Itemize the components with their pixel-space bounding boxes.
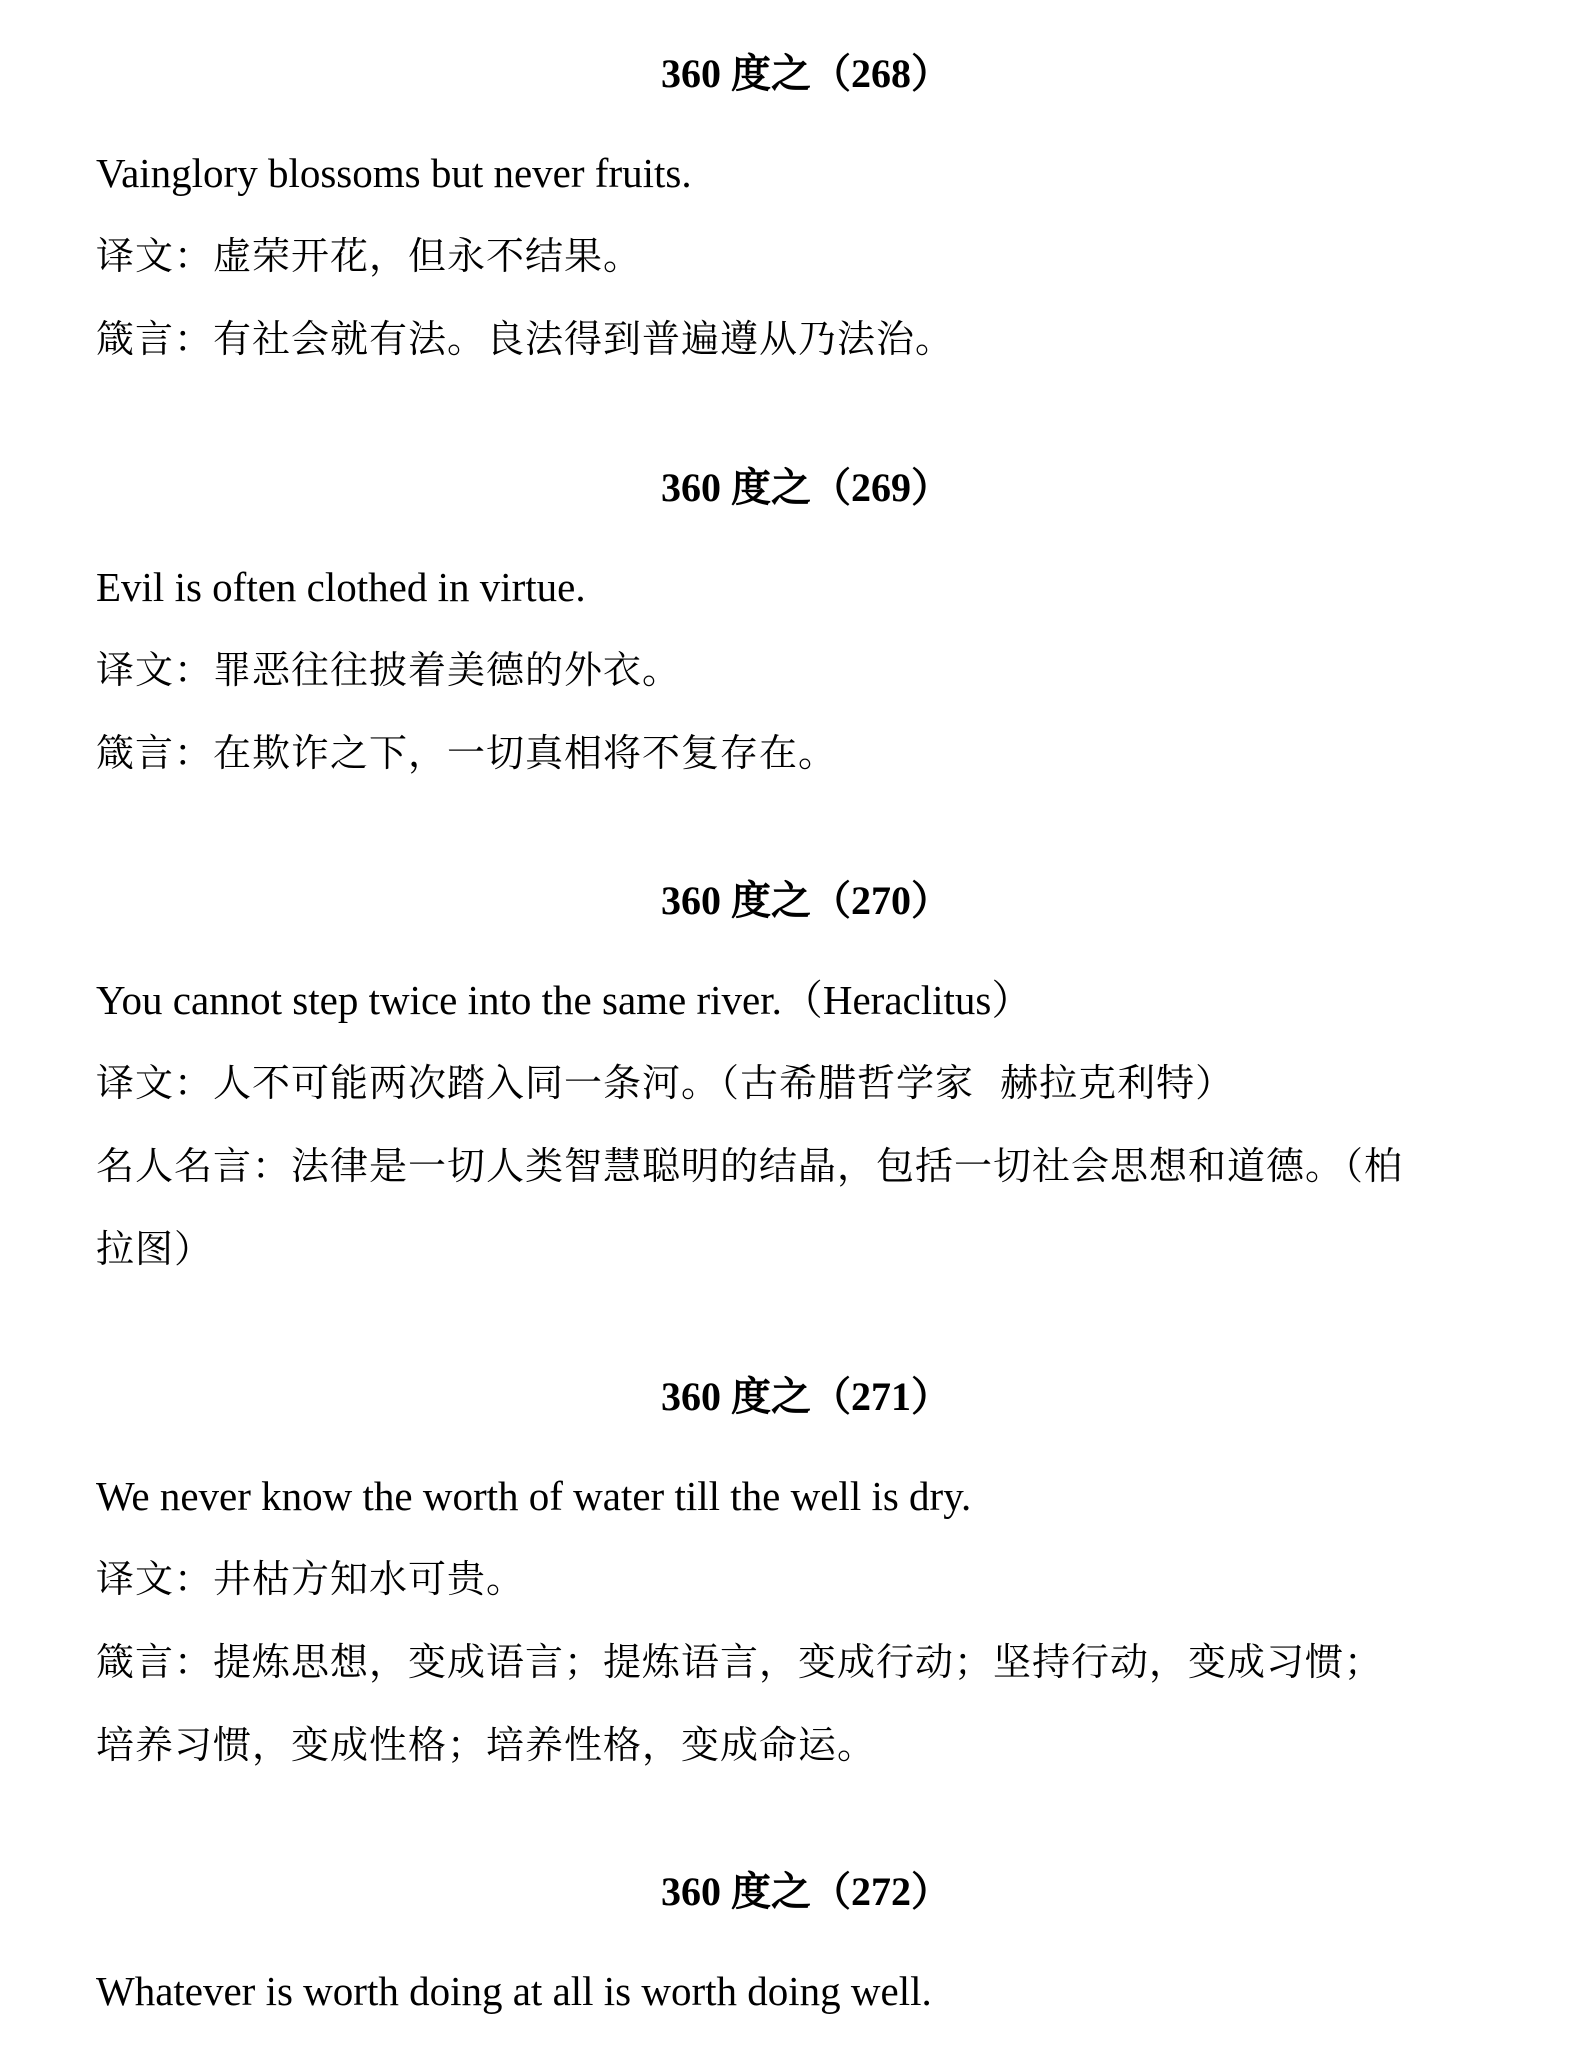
entry-heading: 360 度之（271） [661, 1374, 951, 1419]
entry-heading: 360 度之（268） [661, 51, 951, 96]
entry-268 [96, 50, 1496, 381]
english-quote: We never know the worth of water till the well is dry. [96, 1473, 972, 1519]
motto-line: 箴言：在欺诈之下，一切真相将不复存在。 [96, 731, 838, 775]
motto-line-2: 培养习惯，变成性格；培养性格，变成命运。 [96, 1723, 877, 1767]
motto-line-1: 箴言：提炼思想，变成语言；提炼语言，变成行动；坚持行动，变成习惯； [96, 1640, 1384, 1684]
translation-line: 译文：人不可能两次踏入同一条河。（古希腊哲学家 赫拉克利特） [96, 1061, 1235, 1105]
entry-heading: 360 度之（270） [661, 878, 951, 923]
english-quote: Vainglory blossoms but never fruits. [96, 150, 692, 196]
entry-heading: 360 度之（272） [661, 1869, 951, 1914]
english-quote: You cannot step twice into the same river.（Heraclitus） [96, 977, 1033, 1023]
english-quote: Evil is often clothed in virtue. [96, 564, 586, 610]
entry-272 [96, 1868, 1496, 2033]
entry-271 [96, 1373, 1496, 1787]
entry-269 [96, 464, 1496, 795]
motto-line: 箴言：有社会就有法。良法得到普遍遵从乃法治。 [96, 317, 955, 361]
translation-line: 译文：井枯方知水可贵。 [96, 1557, 526, 1601]
famous-quote-line-2: 拉图） [96, 1227, 214, 1271]
translation-line: 译文：罪恶往往披着美德的外衣。 [96, 648, 682, 692]
entry-270 [96, 877, 1496, 1291]
entry-heading: 360 度之（269） [661, 465, 951, 510]
famous-quote-line-1: 名人名言：法律是一切人类智慧聪明的结晶，包括一切社会思想和道德。（柏 [96, 1144, 1404, 1188]
english-quote: Whatever is worth doing at all is worth doing well. [96, 1968, 932, 2014]
translation-line: 译文：虚荣开花，但永不结果。 [96, 234, 643, 278]
